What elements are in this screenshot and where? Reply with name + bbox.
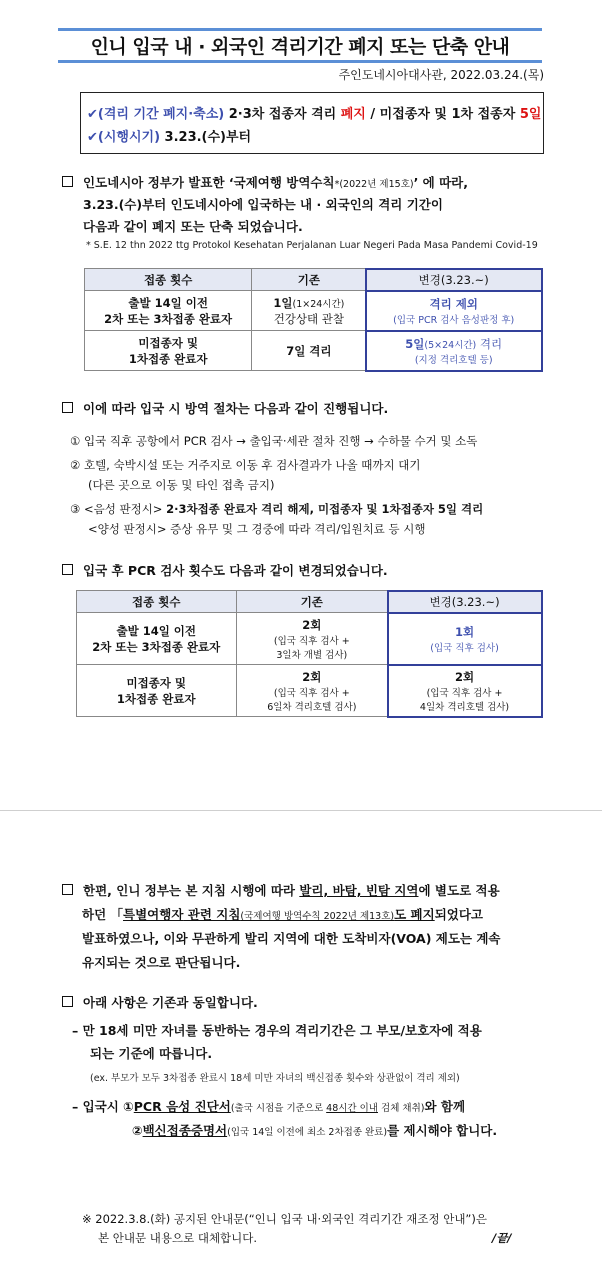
procedure-item-2-note: (다른 곳으로 이동 및 타인 접촉 금지) bbox=[88, 478, 275, 492]
section4-line-2 bbox=[82, 904, 483, 928]
text: *(2022년 제15호) bbox=[334, 179, 414, 190]
checkbox-square-icon bbox=[62, 564, 73, 575]
summary-tag-effective: ✔(시행시기) bbox=[87, 130, 161, 145]
section1-footnote: * S.E. 12 thn 2022 ttg Protokol Kesehatan Perjalanan Luar Negeri Pada Masa Pandemi Covid-19 bbox=[86, 240, 538, 251]
cell-text: 1차접종 완료자 bbox=[128, 351, 208, 366]
text: 도 폐지 bbox=[394, 907, 435, 922]
cell-text: 1회 bbox=[454, 624, 475, 639]
text: (국제여행 방역수칙 2022년 제13호) bbox=[240, 911, 395, 922]
text: ② bbox=[132, 1123, 143, 1138]
cell-text: 3일차 개별 검사) bbox=[276, 649, 348, 661]
text: 에 별도로 적용 bbox=[418, 883, 500, 898]
cell-text: 출발 14일 이전 bbox=[128, 295, 208, 310]
cell-text: 2회 bbox=[302, 617, 322, 632]
text: 입국 후 PCR 검사 횟수도 다음과 같이 변경되었습니다. bbox=[83, 563, 388, 578]
text: 한편, 인니 정부는 본 지침 시행에 따라 bbox=[83, 883, 300, 898]
cell-text: (지정 격리호텔 등) bbox=[414, 354, 493, 366]
cell-text: 출발 14일 이전 bbox=[116, 623, 197, 638]
procedure-item-3-positive: <양성 판정시> 증상 유무 및 그 경중에 따라 격리/입원치료 등 시행 bbox=[88, 522, 426, 536]
cell-text: (입국 PCR 검사 음성판정 후) bbox=[393, 314, 515, 326]
isolation-table bbox=[84, 268, 542, 371]
text: 백신접종증명서 bbox=[142, 1123, 228, 1138]
cell-text: (입국 직후 검사 + bbox=[426, 687, 503, 699]
table-row bbox=[77, 665, 542, 717]
cell-text: 미접종자 및 bbox=[138, 335, 198, 350]
rule-1-note: (ex. 부모가 모두 3차접종 완료시 18세 미만 자녀의 백신접종 횟수와 상관없이 격리 제외) bbox=[90, 1073, 460, 1084]
checkbox-square-icon bbox=[62, 176, 73, 187]
text: 이에 따라 입국 시 방역 절차는 다음과 같이 진행됩니다. bbox=[83, 401, 389, 416]
section5-heading bbox=[62, 992, 258, 1014]
cell-text: 2차 또는 3차접종 완료자 bbox=[104, 311, 233, 326]
text: 48시간 이내 bbox=[326, 1103, 378, 1114]
cell-text: 6일차 격리호텔 검사) bbox=[267, 701, 357, 713]
footer-note-line-2: 본 안내문 내용으로 대체합니다. bbox=[98, 1231, 258, 1245]
table-header: 접종 횟수 bbox=[85, 269, 252, 291]
cell-text: 2회 bbox=[302, 669, 322, 684]
cell-text: (입국 직후 검사 + bbox=[273, 635, 350, 647]
issuer-date: 주인도네시아대사관, 2022.03.24.(목) bbox=[338, 68, 544, 82]
text: 검체 채취) bbox=[378, 1103, 425, 1114]
text: 인도네시아 정부가 발표한 ‘국제여행 방역수칙 bbox=[83, 175, 335, 190]
table-header: 변경(3.23.~) bbox=[366, 269, 542, 291]
section4-line-3: 발표하였으나, 이와 무관하게 발리 지역에 대한 도착비자(VOA) 제도는 계속 bbox=[82, 931, 501, 946]
section1-line-1 bbox=[62, 172, 468, 196]
end-mark: /끝/ bbox=[492, 1231, 512, 1245]
procedure-item-1: ① 입국 직후 공항에서 PCR 검사 → 출입국·세관 절차 진행 → 수하물 수거 및 소독 bbox=[70, 434, 478, 448]
cell-text: 1일 bbox=[273, 295, 293, 310]
text: (입국 14일 이전에 최소 2차접종 완료) bbox=[227, 1127, 388, 1138]
text: PCR 음성 진단서 bbox=[133, 1099, 231, 1114]
cell-text: 건강상태 관찰 bbox=[273, 311, 345, 326]
table-header: 기존 bbox=[236, 591, 388, 613]
title-bottom-rule bbox=[58, 60, 542, 63]
cell-text: 격리 제외 bbox=[429, 296, 478, 311]
text: ③ <음성 판정시> bbox=[70, 502, 167, 516]
table-row bbox=[77, 613, 542, 665]
summary-highlight-abolish: 폐지 bbox=[340, 107, 366, 122]
procedure-item-2: ② 호텔, 숙박시설 또는 거주지로 이동 후 검사결과가 나올 때까지 대기 bbox=[70, 458, 421, 472]
summary-text: 3.23.(수)부터 bbox=[160, 130, 252, 145]
cell-text: 격리 bbox=[476, 336, 503, 351]
table-header: 기존 bbox=[252, 269, 366, 291]
rule-1-line-2: 되는 기준에 따릅니다. bbox=[90, 1046, 213, 1061]
cell-text: (1×24시간) bbox=[292, 298, 345, 310]
rule-2-line-1 bbox=[72, 1096, 465, 1120]
cell-text: 2차 또는 3차접종 완료자 bbox=[92, 639, 221, 654]
section4-line-4: 유지되는 것으로 판단됩니다. bbox=[82, 955, 241, 970]
summary-highlight-days: 5일 bbox=[519, 107, 542, 122]
cell-text: 2회 bbox=[454, 669, 475, 684]
footer-note-line-1: ※ 2022.3.8.(화) 공지된 안내문(“인니 입국 내·외국인 격리기간 재조정 안내”)은 bbox=[82, 1212, 487, 1226]
pcr-table bbox=[76, 590, 542, 717]
cell-text: 4일차 격리호텔 검사) bbox=[419, 701, 510, 713]
table-row bbox=[85, 331, 542, 371]
rule-1-line-1: – 만 18세 미만 자녀를 동반하는 경우의 격리기간은 그 부모/보호자에 적용 bbox=[72, 1023, 482, 1038]
table-header: 변경(3.23.~) bbox=[388, 591, 542, 613]
summary-tag-period: ✔(격리 기간 폐지·축소) bbox=[87, 107, 225, 122]
summary-line-1 bbox=[87, 103, 541, 122]
checkbox-square-icon bbox=[62, 884, 73, 895]
table-header: 접종 횟수 bbox=[77, 591, 237, 613]
page-title: 인니 입국 내 · 외국인 격리기간 폐지 또는 단축 안내 bbox=[90, 36, 510, 58]
rule-2-line-2 bbox=[132, 1120, 497, 1144]
checkbox-square-icon bbox=[62, 402, 73, 413]
text: 되었다고 bbox=[434, 907, 483, 922]
table-row bbox=[85, 291, 542, 331]
section2-heading bbox=[62, 398, 388, 420]
summary-box bbox=[80, 92, 544, 154]
title-top-rule bbox=[58, 28, 542, 31]
section3-heading bbox=[62, 560, 388, 582]
cell-text: 1차접종 완료자 bbox=[116, 691, 196, 706]
text: (출국 시점을 기준으로 bbox=[230, 1103, 327, 1114]
text: 관련 지침 bbox=[183, 907, 241, 922]
section4-line-1 bbox=[62, 880, 500, 902]
text: 하던 「 bbox=[82, 907, 124, 922]
cell-text: (5×24시간) bbox=[424, 339, 477, 351]
cell-text: 5일 bbox=[405, 336, 425, 351]
text: 를 제시해야 합니다. bbox=[387, 1123, 498, 1138]
summary-text: / 미접종자 및 1차 접종자 bbox=[365, 107, 520, 122]
procedure-item-3 bbox=[70, 500, 483, 518]
text: 발리, 바탐, 빈탐 지역 bbox=[299, 883, 419, 898]
cell-text: 7일 격리 bbox=[252, 331, 366, 371]
summary-text: 2·3차 접종자 격리 bbox=[224, 107, 341, 122]
text: – 입국시 ① bbox=[72, 1099, 134, 1114]
summary-line-2 bbox=[87, 126, 251, 145]
text: 2·3차접종 완료자 격리 해제, 미접종자 및 1차접종자 5일 격리 bbox=[166, 502, 484, 516]
text: 특별여행자 bbox=[123, 907, 184, 922]
text: 와 함께 bbox=[424, 1099, 466, 1114]
text: 아래 사항은 기존과 동일합니다. bbox=[83, 995, 258, 1010]
section1-line-3: 다음과 같이 폐지 또는 단축 되었습니다. bbox=[83, 219, 303, 234]
checkbox-square-icon bbox=[62, 996, 73, 1007]
cell-text: (입국 직후 검사) bbox=[430, 642, 499, 654]
page-divider bbox=[0, 810, 602, 811]
section1-line-2: 3.23.(수)부터 인도네시아에 입국하는 내 · 외국인의 격리 기간이 bbox=[83, 197, 443, 212]
text: ’ 에 따라, bbox=[413, 175, 469, 190]
cell-text: 미접종자 및 bbox=[126, 675, 187, 690]
cell-text: (입국 직후 검사 + bbox=[273, 687, 350, 699]
